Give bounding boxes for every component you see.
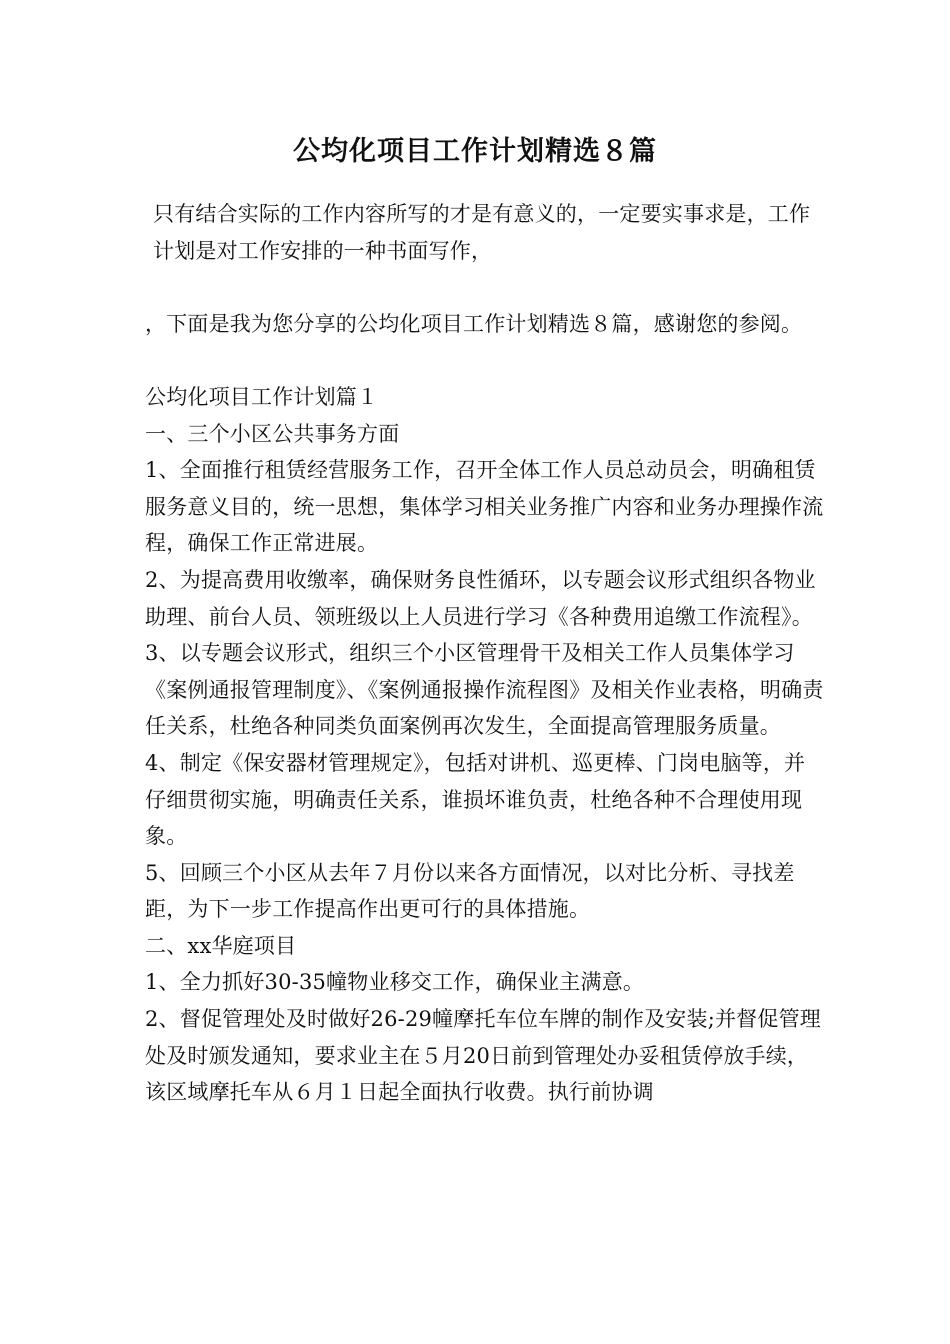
- body-paragraph: 1、全面推行租赁经营服务工作，召开全体工作人员总动员会，明确租赁服务意义目的，统一思想，集体学习相关业务推广内容和业务办理操作流程，确保工作正常进展。: [145, 458, 824, 556]
- body-paragraph: 1、全力抓好30-35幢物业移交工作，确保业主满意。: [145, 970, 645, 995]
- intro-paragraph: ，下面是我为您分享的公均化项目工作计划精选８篇，感谢您的参阅。: [145, 311, 803, 336]
- intro-paragraph: 只有结合实际的工作内容所写的才是有意义的，一定要实事求是，工作计划是对工作安排的一种书面写作，: [153, 202, 811, 263]
- body-paragraph: 2、督促管理处及时做好26-29幢摩托车位车牌的制作及安装;并督促管理处及时颁发通知，要求业主在５月20日前到管理处办妥租赁停放手续，该区域摩托车从６月１日起全面执行收费。执行前协调: [145, 1007, 821, 1105]
- body-paragraph: 5、回顾三个小区从去年７月份以来各方面情况，以对比分析、寻找差距，为下一步工作提高作出更可行的具体措施。: [145, 860, 795, 922]
- blank-line: [145, 342, 825, 379]
- subsection-heading: 二、xx华庭项目: [145, 933, 297, 958]
- document-title: 公均化项目工作计划精选８篇: [293, 136, 657, 167]
- subsection-heading: 一、三个小区公共事务方面: [145, 421, 400, 446]
- section-heading: 公均化项目工作计划篇１: [145, 384, 379, 409]
- body-paragraph: 2、为提高费用收缴率，确保财务良性循环，以专题会议形式组织各物业助理、前台人员、领班级以上人员进行学习《各种费用追缴工作流程》。: [145, 567, 816, 629]
- body-paragraph: 3、以专题会议形式，组织三个小区管理骨干及相关工作人员集体学习《案例通报管理制度》、《案例通报操作流程图》及相关作业表格，明确责任关系，杜绝各种同类负面案例再次发生，全面提高管理服务质量。: [145, 641, 824, 739]
- document-body: [145, 196, 825, 1111]
- blank-line: [145, 269, 825, 306]
- body-paragraph: 4、制定《保安器材管理规定》，包括对讲机、巡更棒、门岗电脑等，并仔细贯彻实施，明确责任关系，谁损坏谁负责，杜绝各种不合理使用现象。: [145, 750, 806, 849]
